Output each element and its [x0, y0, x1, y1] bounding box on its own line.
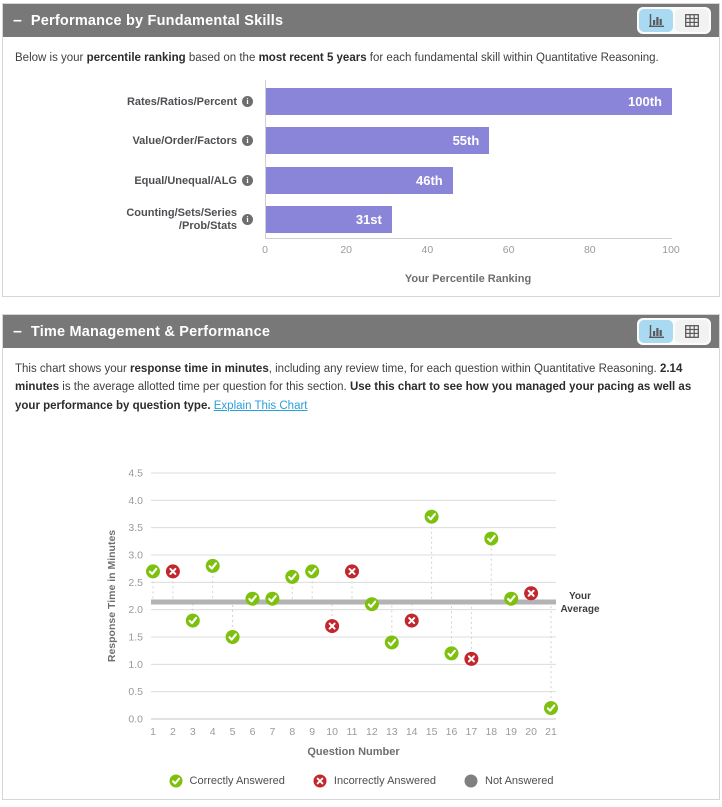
question-marker[interactable]	[385, 636, 399, 650]
percentile-bar[interactable]	[266, 206, 392, 233]
x-axis-tick: 2	[169, 726, 176, 739]
x-axis-tick: 15	[425, 726, 438, 739]
panel-time-management	[2, 314, 720, 800]
y-axis-tick: 0.0	[128, 713, 143, 726]
chart-view-button[interactable]	[639, 320, 673, 343]
x-axis-title: Your Percentile Ranking	[404, 273, 532, 286]
panel-description: This chart shows your response time in minutes, including any review time, for each question within Quantitative Reasoning. 2.14 minutes is the average allotted time per question for this section. Use this chart to see how you managed your pacing as well as your performance by question type. Explain This Chart	[15, 363, 692, 412]
response-time-scatter-chart	[3, 442, 722, 772]
question-marker[interactable]	[265, 592, 279, 606]
y-axis-title: Response Time in Minutes	[106, 530, 118, 663]
y-axis-tick: 0.5	[128, 686, 143, 699]
question-marker[interactable]	[345, 565, 359, 579]
table-view-button[interactable]	[675, 9, 709, 32]
question-marker[interactable]	[305, 565, 319, 579]
x-axis-tick: 9	[309, 726, 316, 739]
x-axis-tick: 19	[505, 726, 518, 739]
y-axis-tick: 4.0	[128, 495, 143, 508]
average-line-label: Average	[560, 604, 600, 616]
x-axis-tick: 80	[583, 244, 596, 257]
bar-value-label: 100th	[628, 94, 662, 110]
x-circle-icon	[313, 774, 327, 788]
question-marker[interactable]	[425, 510, 439, 524]
question-marker[interactable]	[206, 559, 220, 573]
x-axis-tick: 1	[150, 726, 156, 739]
x-axis-tick: 10	[326, 726, 338, 739]
x-axis-title: Question Number	[307, 746, 400, 759]
x-axis-line	[265, 238, 672, 239]
x-axis-tick: 14	[405, 726, 418, 739]
x-axis-tick: 5	[229, 726, 236, 739]
y-axis-tick: 2.0	[128, 604, 143, 617]
question-marker[interactable]	[325, 619, 339, 633]
legend-label: Incorrectly Answered	[333, 775, 436, 788]
bar-chart-icon	[649, 14, 664, 28]
question-marker[interactable]	[405, 614, 419, 628]
question-marker[interactable]	[445, 647, 459, 661]
legend-item-correct	[169, 774, 285, 788]
x-axis-tick: 0	[262, 244, 268, 257]
x-axis-tick: 21	[545, 726, 557, 739]
percentile-bar-chart	[3, 80, 719, 298]
percentile-bar[interactable]	[266, 167, 453, 194]
info-icon[interactable]	[242, 214, 253, 225]
legend-item-incorrect	[313, 774, 436, 788]
chart-view-button[interactable]	[639, 9, 673, 32]
x-axis-tick: 100	[662, 244, 680, 257]
x-axis-tick: 4	[209, 726, 216, 739]
collapse-icon[interactable]: –	[13, 322, 22, 340]
question-marker[interactable]	[504, 592, 518, 606]
x-axis-tick: 13	[385, 726, 398, 739]
legend-label: Correctly Answered	[189, 775, 285, 788]
y-axis-tick: 4.5	[128, 467, 143, 480]
x-axis-tick: 20	[525, 726, 537, 739]
info-icon[interactable]	[242, 175, 253, 186]
x-axis-tick: 11	[346, 726, 358, 739]
x-axis-tick: 8	[289, 726, 296, 739]
panel-title: Time Management & Performance	[30, 323, 271, 340]
table-grid-icon	[685, 325, 699, 338]
x-axis-tick: 20	[340, 244, 353, 257]
question-marker[interactable]	[246, 592, 260, 606]
bar-value-label: 31st	[355, 212, 382, 228]
x-axis-tick: 6	[249, 726, 256, 739]
view-toggle-group	[637, 7, 711, 34]
question-marker[interactable]	[166, 565, 180, 579]
question-marker[interactable]	[464, 652, 478, 666]
y-axis-tick: 3.5	[128, 522, 143, 535]
x-axis-tick: 12	[366, 726, 378, 739]
percentile-bar[interactable]	[266, 88, 672, 115]
x-axis-tick: 18	[485, 726, 498, 739]
panel-header	[3, 4, 719, 37]
legend-item-not-answered	[464, 774, 553, 788]
table-grid-icon	[685, 14, 699, 27]
bar-category-label: Counting/Sets/Series /Prob/Stats i	[3, 206, 253, 233]
x-axis-tick: 7	[269, 726, 276, 739]
info-icon[interactable]	[242, 96, 253, 107]
y-axis-tick: 1.0	[128, 659, 143, 672]
question-marker[interactable]	[524, 586, 538, 600]
bar-chart-icon	[649, 325, 664, 339]
panel-header	[3, 315, 719, 348]
average-line-label: Your	[568, 591, 592, 603]
check-circle-icon	[169, 774, 183, 788]
panel-description: Below is your percentile ranking based on the most recent 5 years for each fundamental skill within Quantitative Reasoning.	[15, 52, 659, 64]
question-marker[interactable]	[186, 614, 200, 628]
question-marker[interactable]	[285, 570, 299, 584]
bar-category-label: Equal/Unequal/ALG i	[3, 167, 253, 194]
panel-fundamental-skills	[2, 3, 720, 297]
explain-chart-link[interactable]: Explain This Chart	[213, 399, 308, 412]
x-axis-tick: 40	[421, 244, 434, 257]
x-axis-tick: 60	[502, 244, 515, 257]
chart-legend	[3, 774, 719, 788]
bar-value-label: 46th	[416, 173, 443, 189]
question-marker[interactable]	[544, 701, 558, 715]
y-axis-tick: 3.0	[128, 549, 143, 562]
bar-category-label: Rates/Ratios/Percent i	[3, 88, 253, 115]
question-marker[interactable]	[365, 597, 379, 611]
legend-label: Not Answered	[485, 775, 554, 788]
filled-circle-icon	[464, 774, 478, 788]
x-axis-tick: 17	[465, 726, 478, 739]
y-axis-tick: 1.5	[128, 631, 143, 644]
percentile-bar[interactable]	[266, 127, 489, 154]
view-toggle-group	[637, 318, 711, 345]
bar-value-label: 55th	[452, 133, 480, 149]
info-icon[interactable]	[242, 135, 253, 146]
panel-title: Performance by Fundamental Skills	[30, 12, 284, 29]
question-marker[interactable]	[146, 565, 160, 579]
x-axis-tick: 3	[189, 726, 196, 739]
bar-category-label: Value/Order/Factors i	[3, 127, 253, 154]
collapse-icon[interactable]: –	[13, 11, 22, 29]
y-axis-tick: 2.5	[128, 577, 143, 590]
table-view-button[interactable]	[675, 320, 709, 343]
question-marker[interactable]	[226, 630, 240, 644]
x-axis-tick: 16	[445, 726, 458, 739]
question-marker[interactable]	[484, 532, 498, 546]
